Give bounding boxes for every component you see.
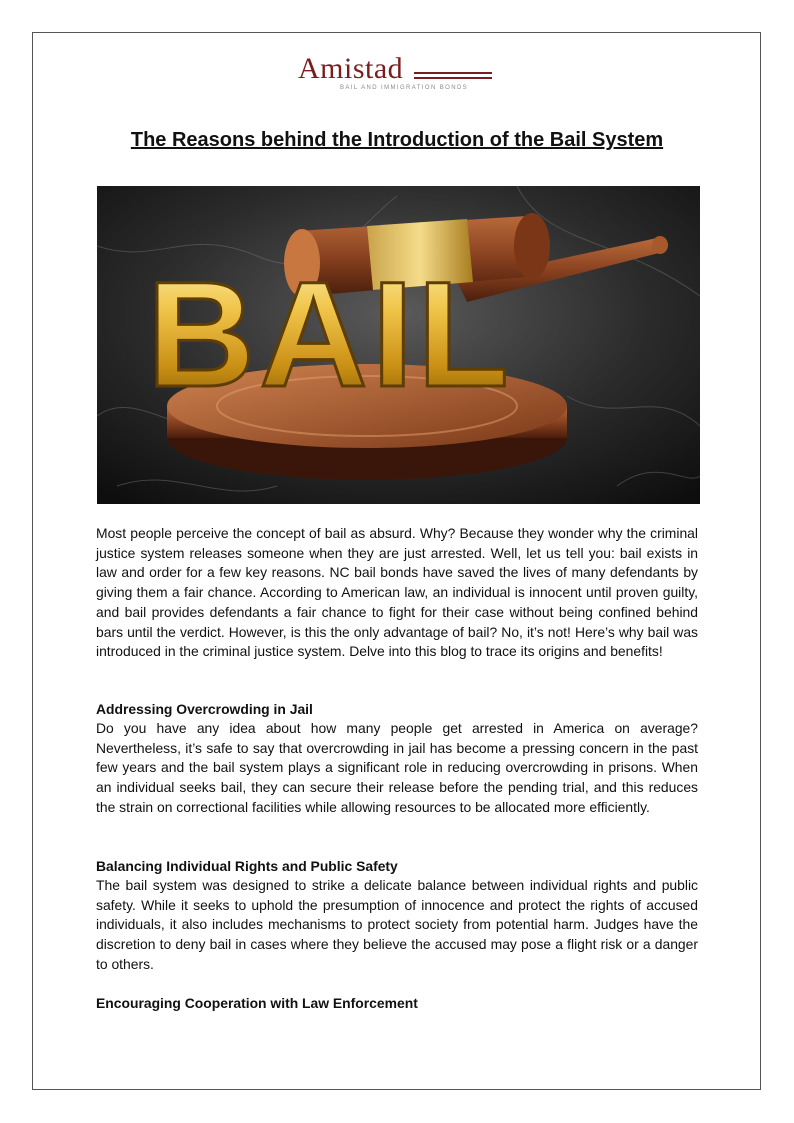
bail-lettering: BAIL — [147, 250, 513, 418]
company-logo — [298, 52, 494, 96]
hero-illustration — [97, 186, 700, 504]
section-text-overcrowding: Do you have any idea about how many people get arrested in America on average? Nevertheless, it’s safe to say that overcrowding in jail has become a pressing concern in the past few years and the bail system plays a significant role in reducing overcrowding in prisons. When an individual seeks bail, they can secure their release before the pending trial, and this reduces the strain on correctional facilities while allowing resources to be allocated more efficiently. — [96, 720, 698, 815]
bail-gavel-image — [97, 186, 700, 504]
logo-rule-bottom — [414, 77, 492, 79]
section-heading-overcrowding: Addressing Overcrowding in Jail — [96, 701, 313, 717]
section-heading-balancing: Balancing Individual Rights and Public Safety — [96, 858, 398, 874]
page-title: The Reasons behind the Introduction of the Bail System — [130, 129, 664, 151]
logo-wordmark: Amistad — [298, 52, 404, 85]
intro-paragraph: Most people perceive the concept of bail as absurd. Why? Because they wonder why the criminal justice system releases someone when they are just arrested. Well, let us tell you: bail exists in law and order for a few key reasons. NC bail bonds have saved the lives of many defendants by giving them a fair chance. According to American law, an individual is innocent until proven guilty, and bail provides defendants a fair chance to fight for their case without being confined behind bars until the verdict. However, is this the only advantage of bail? No, it’s not! Here’s why bail was introduced in the criminal justice system. Delve into this blog to trace its origins and benefits! — [96, 525, 698, 660]
logo-rule-top — [414, 72, 492, 74]
section-text-balancing: The bail system was designed to strike a delicate balance between individual rights and public safety. While it seeks to uphold the presumption of innocence and protect the rights of accused individuals, it also includes mechanisms to protect society from potential harm. Judges have the discretion to deny bail in cases where they believe the accused may pose a flight risk or a danger to others. — [96, 877, 698, 972]
section-heading-cooperation: Encouraging Cooperation with Law Enforcement — [96, 995, 418, 1011]
logo-tagline: BAIL AND IMMIGRATION BONDS — [340, 85, 469, 91]
